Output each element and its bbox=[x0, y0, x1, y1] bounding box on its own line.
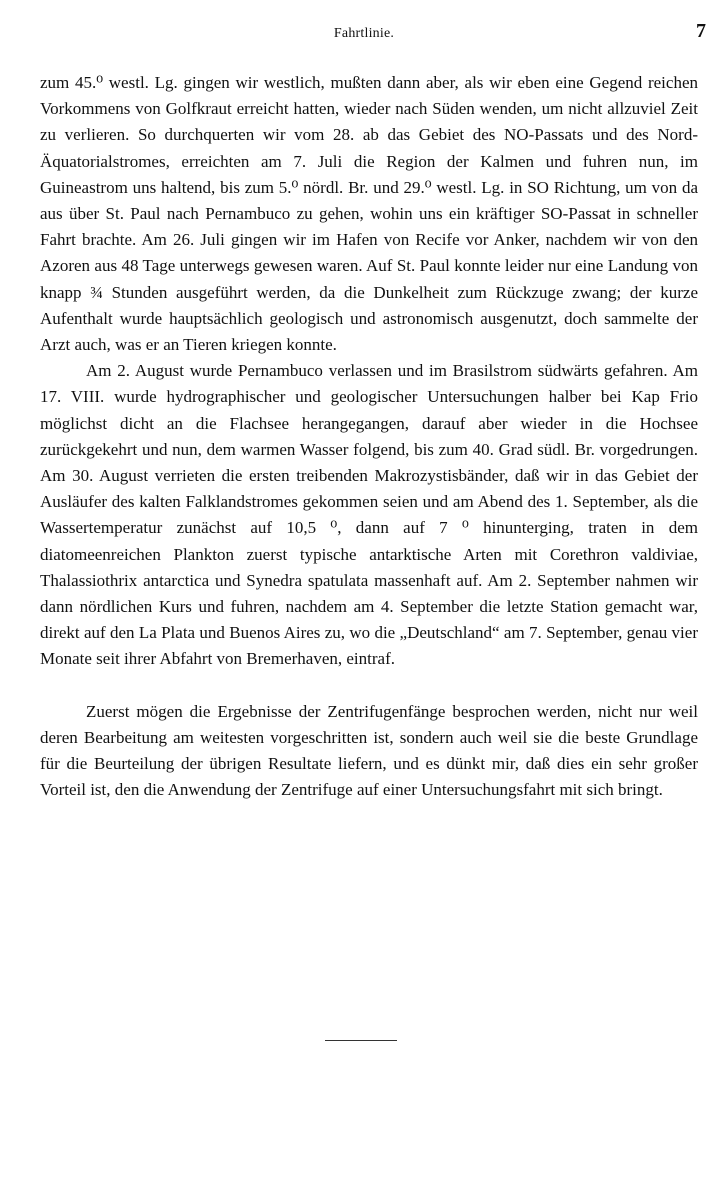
section-divider bbox=[325, 1040, 397, 1041]
body-text bbox=[40, 70, 698, 803]
paragraph-continuation: zum 45.⁰ westl. Lg. gingen wir westlich, mußten dann aber, als wir eben eine Gegend reichen Vorkommens von Golfkraut erreicht hatten, wieder nach Süden wenden, um nicht allzuviel Zeit zu verlieren. So durchquerten wir vom 28. ab das Gebiet des NO-Passats und des Nord-Äquatorialstromes, erreichten am 7. Juli die Region der Kalmen und fuhren nun, im Guineastrom uns haltend, bis zum 5.⁰ nördl. Br. und 29.⁰ westl. Lg. in SO Richtung, um von da aus über St. Paul nach Pernambuco zu gehen, wohin uns ein kräftiger SO-Passat in schneller Fahrt brachte. Am 26. Juli gingen wir im Hafen von Recife vor Anker, nachdem wir von den Azoren aus 48 Tage unterwegs gewesen waren. Auf St. Paul konnte leider nur eine Landung von knapp ¾ Stunden ausgeführt werden, da die Dunkelheit zum Rückzuge zwang; der kurze Aufenthalt wurde hauptsächlich geologisch und astronomisch ausgenutzt, doch sammelte der Arzt auch, was er an Tieren kriegen konnte. bbox=[40, 73, 698, 355]
running-title: Fahrtlinie. bbox=[333, 26, 395, 41]
paragraph-zentrifuge: Zuerst mögen die Ergebnisse der Zentrifugenfänge besprochen werden, nicht nur weil deren Bearbeitung am weitesten vorgeschritten ist, sondern auch weil sie die beste Grundlage für die Beurteilung der übrigen Resultate liefern, und es dünkt mir, daß dies ein sehr großer Vorteil ist, den die Anwendung der Zentrifuge auf einer Untersuchungsfahrt mit sich bringt. bbox=[40, 701, 698, 800]
page-number: 7 bbox=[696, 20, 706, 42]
paragraph-pernambuco: Am 2. August wurde Pernambuco verlassen und im Brasilstrom südwärts gefahren. Am 17. VIII. wurde hydrographischer und geologischer Untersuchungen halber bei Kap Frio möglichst dicht an die Flachsee herangegangen, darauf aber wieder in die Hochsee zurückgekehrt und nun, dem warmen Wasser folgend, bis zum 40. Grad südl. Br. vorgedrungen. Am 30. August verrieten die ersten treibenden Makrozystisbänder, daß wir in das Gebiet der Ausläufer des kalten Falklandstromes gekommen seien und am Abend des 1. September, als die Wassertemperatur zunächst auf 10,5 ⁰, dann auf 7 ⁰ hinunterging, traten in dem diatomeenreichen Plankton zuerst typische antarktische Arten mit Corethron valdiviae, Thalassiothrix antarctica und Synedra spatulata massenhaft auf. Am 2. September nahmen wir dann nördlichen Kurs und fuhren, nachdem am 4. September die letzte Station gemacht war, direkt auf den La Plata und Buenos Aires zu, wo die „Deutschland“ am 7. September, genau vier Monate seit ihrer Abfahrt von Bremerhaven, eintraf. bbox=[40, 361, 698, 669]
